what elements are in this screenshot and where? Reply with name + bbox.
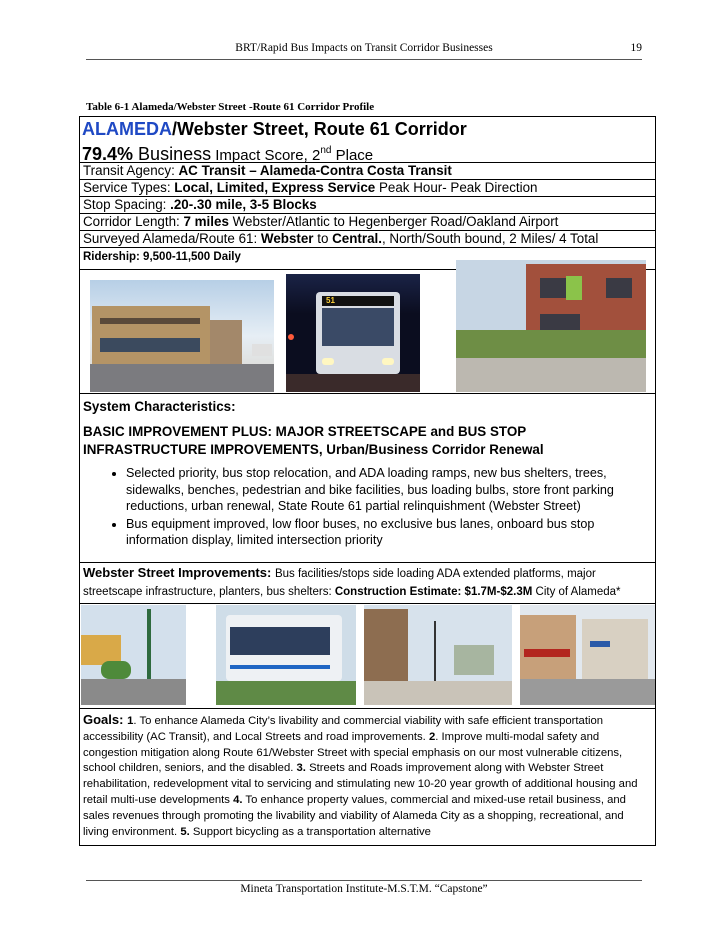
improvement-line-2: INFRASTRUCTURE IMPROVEMENTS, Urban/Business Corridor Renewal: [83, 442, 544, 457]
goals-label: Goals:: [83, 712, 128, 727]
street: [520, 679, 655, 705]
storefront-right: [582, 619, 648, 679]
goal-number: 3.: [296, 762, 306, 775]
goal-text: . Improve multi-modal safety and congestion mitigation along Route 61/Webster Street with special emphasis on our most vulnerable citizens, school children, seniors, and the disabled.: [83, 730, 623, 775]
goal-number: 5.: [180, 825, 190, 838]
street-pole: [147, 609, 151, 679]
goal-text: To enhance property values, commercial and mixed-use retail business, and sales revenues through promoting the livability and viability of Alameda City as a shopping, recreational, and living environment.: [83, 793, 626, 838]
goal-text: . To enhance Alameda City’s livability and commercial viability with safe efficient transportation accessibility (AC Transit), and Local Streets and road improvements.: [83, 715, 604, 743]
storefront-windows: [100, 338, 200, 352]
construction-estimate: Construction Estimate: $1.7M-$2.3M: [334, 586, 533, 598]
system-characteristics-row: [80, 394, 655, 563]
bus-stripe: [230, 665, 330, 669]
city-name: ALAMEDA: [82, 119, 172, 139]
bus-windows: [230, 627, 330, 655]
photo-historic-building: [90, 280, 274, 392]
building-facade: [92, 306, 210, 364]
service-label: Service Types:: [83, 180, 175, 195]
webster-divider: [80, 603, 655, 604]
goals-text: [80, 709, 655, 840]
surveyed-from: Webster: [260, 231, 314, 246]
street: [90, 364, 274, 392]
page-header: [86, 40, 642, 58]
awning-building: [364, 609, 408, 681]
platform: [364, 681, 512, 705]
wet-road: [286, 374, 420, 392]
goals-row: [80, 709, 655, 846]
bus-headlight-left: [322, 358, 334, 365]
score-place: Place: [331, 147, 374, 164]
length-value: 7 miles: [183, 214, 229, 229]
bus-windshield: [322, 308, 394, 346]
webster-improvements-row: [80, 563, 655, 709]
surveyed-to-word: to: [313, 231, 333, 246]
webster-tail: City of Alameda*: [532, 586, 621, 598]
stop-label: Stop Spacing:: [83, 197, 171, 212]
corridor-length-row: [80, 214, 655, 231]
green-sign: [566, 276, 582, 300]
webster-description: Bus facilities/stops side loading ADA extended platforms, major streetscape infrastructure, planters, bus shelters:: [83, 568, 596, 598]
bullet-item: • Selected priority, bus stop relocation, and ADA loading ramps, new bus shelters, trees, sidewalks, benches, pedestrian and bike facilities, bus loading bulbs, store front parking reductions, urban renewal, State Route 61 partial relinquishment (Webster Street): [126, 465, 655, 515]
service-row: [80, 180, 655, 197]
sidewalk: [456, 358, 646, 392]
surveyed-row: [80, 231, 655, 248]
storefront-left: [520, 615, 576, 679]
page-footer: Mineta Transportation Institute-M.S.T.M. “Capstone”: [240, 883, 488, 895]
service-value: Local, Limited, Express Service: [174, 180, 376, 195]
length-label: Corridor Length:: [83, 214, 184, 229]
webster-label: Webster Street Improvements:: [83, 565, 275, 580]
goal-text: Support bicycling as a transportation alternative: [189, 825, 431, 838]
stop-value: .20-.30 mile, 3-5 Blocks: [170, 197, 317, 212]
improvement-line-1: BASIC IMPROVEMENT PLUS: MAJOR STREETSCAPE and BUS STOP: [83, 424, 527, 439]
bullet-item: • Bus equipment improved, low floor buses, no exclusive bus lanes, onboard bus stop information display, limited intersection priority: [126, 516, 655, 549]
score-text: Impact Score, 2: [211, 147, 321, 164]
building-annex: [210, 320, 242, 364]
bus-shelter: [454, 645, 494, 675]
score-word: Business: [133, 144, 212, 164]
score-percent: 79.4%: [82, 144, 134, 164]
goal-number: 2: [428, 730, 436, 743]
street: [81, 679, 186, 705]
bus-headlight-right: [382, 358, 394, 365]
surveyed-to: Central.: [332, 231, 382, 246]
photo-tree-median: [81, 605, 186, 705]
footer-rule: [86, 880, 642, 881]
red-light: [288, 334, 294, 340]
page-number: 19: [630, 42, 642, 54]
goal-number: 1: [127, 715, 134, 727]
title-row: [80, 117, 655, 163]
window-1: [540, 278, 566, 298]
corridor-name: /Webster Street, Route 61 Corridor: [172, 119, 467, 139]
agency-value: AC Transit – Alameda-Contra Costa Transit: [178, 163, 452, 178]
corridor-title: [80, 118, 655, 140]
shrubs: [101, 661, 131, 679]
improvement-bullets: [80, 465, 655, 549]
system-heading: System Characteristics:: [83, 399, 236, 414]
photo-streetscape-plaza: [456, 260, 646, 392]
landscaping: [216, 681, 356, 705]
planters: [456, 330, 646, 358]
upper-windows: [100, 318, 200, 324]
goal-text: Streets and Roads improvement along with Webster Street rehabilitation, redevelopment vital to servicing and stimulating new 10-20 year growth of additional housing and retail multi-use developments: [83, 762, 638, 806]
running-title: BRT/Rapid Bus Impacts on Transit Corridor Businesses: [235, 42, 493, 54]
photo-storefronts: [520, 605, 655, 705]
corridor-profile-table: [79, 116, 656, 846]
photo-night-bus: [286, 274, 420, 392]
light-pole: [434, 621, 436, 681]
agency-row: [80, 163, 655, 180]
red-awning: [524, 649, 570, 657]
surveyed-detail: , North/South bound, 2 Miles/ 4 Total: [381, 231, 599, 246]
ridership-row: [80, 248, 655, 394]
photo-low-floor-bus: [216, 605, 356, 705]
service-detail: Peak Hour- Peak Direction: [375, 180, 538, 195]
parked-car: [252, 344, 272, 356]
length-detail: Webster/Atlantic to Hegenberger Road/Oakland Airport: [228, 214, 559, 229]
goal-number: 4.: [233, 793, 243, 806]
agency-label: Transit Agency:: [83, 163, 179, 178]
ridership: Ridership: 9,500-11,500 Daily: [83, 251, 241, 263]
table-caption: Table 6-1 Alameda/Webster Street -Route 61 Corridor Profile: [86, 101, 375, 113]
webster-improvements-text: [80, 563, 655, 601]
score-superscript: nd: [320, 145, 332, 156]
stop-spacing-row: [80, 197, 655, 214]
surveyed-label: Surveyed Alameda/Route 61:: [83, 231, 261, 246]
window-2: [606, 278, 632, 298]
bus-destination-sign: 51: [322, 296, 394, 306]
blue-sign: [590, 641, 610, 647]
header-rule: [86, 59, 642, 60]
photo-bus-stop-platform: [364, 605, 512, 705]
